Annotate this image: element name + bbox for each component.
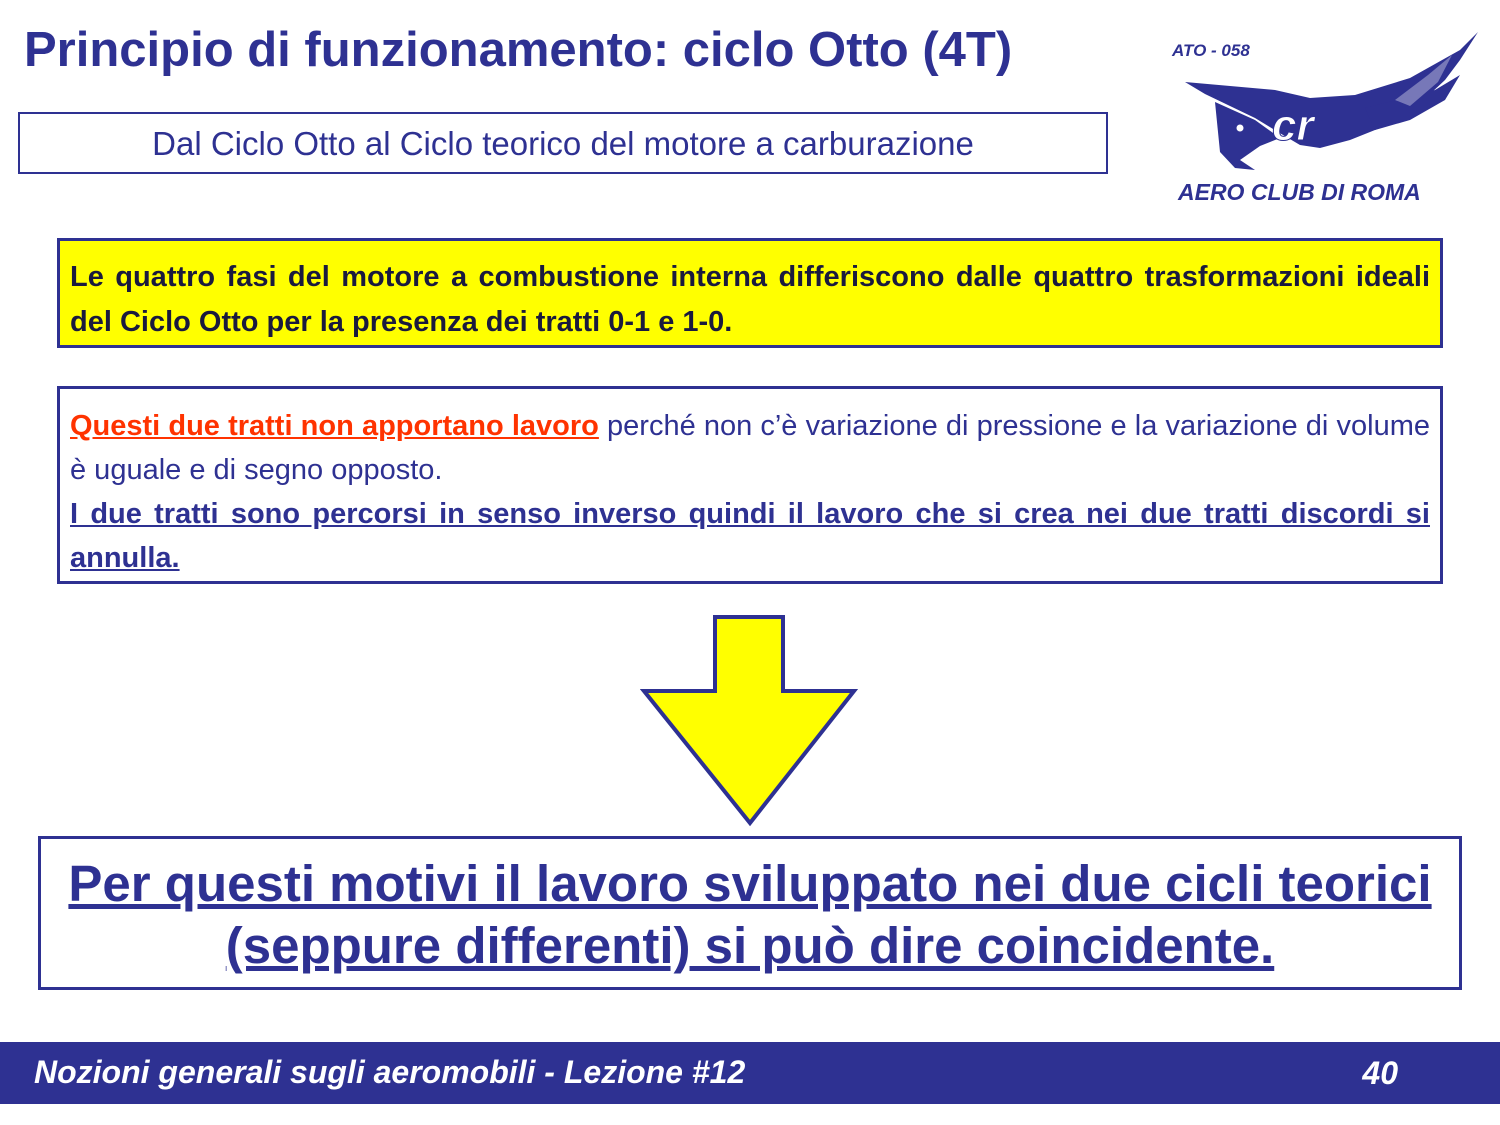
eagle-emblem-icon xyxy=(1160,20,1490,215)
underlined-statement: I due tratti sono percorsi in senso inverso quindi il lavoro che si crea nei due tratti discordi si annulla. xyxy=(70,498,1430,574)
explanation-box xyxy=(57,386,1443,584)
aero-club-logo xyxy=(1160,20,1490,215)
club-name-text: AERO CLUB DI ROMA xyxy=(1178,179,1421,205)
footer-bar xyxy=(0,1042,1500,1104)
subtitle-box xyxy=(18,112,1108,174)
down-arrow-icon xyxy=(640,613,860,828)
page-number: 40 xyxy=(1362,1055,1398,1091)
emblem-letters: cr xyxy=(1272,101,1314,150)
conclusion-text: Per questi motivi il lavoro sviluppato nei due cicli teorici (seppure differenti) si può dire coincidente. xyxy=(68,855,1432,974)
slide-title: Principio di funzionamento: ciclo Otto (4T) xyxy=(24,23,1013,77)
subtitle-text: Dal Ciclo Otto al Ciclo teorico del motore a carburazione xyxy=(152,125,974,162)
course-title: Nozioni generali sugli aeromobili - Lezione #12 xyxy=(34,1054,746,1090)
emphasis-text: Questi due tratti non apportano lavoro xyxy=(70,410,599,442)
highlight-box xyxy=(57,238,1443,348)
highlight-text: Le quattro fasi del motore a combustione interna differiscono dalle quattro trasformazioni ideali del Ciclo Otto per la presenza dei tratti 0-1 e 1-0. xyxy=(70,261,1430,338)
ato-code-text: ATO - 058 xyxy=(1172,41,1250,60)
conclusion-box xyxy=(38,836,1462,990)
explanation-text: perché non c’è variazione di pressione e la variazione di volume è uguale e di segno opposto. xyxy=(70,410,1430,486)
